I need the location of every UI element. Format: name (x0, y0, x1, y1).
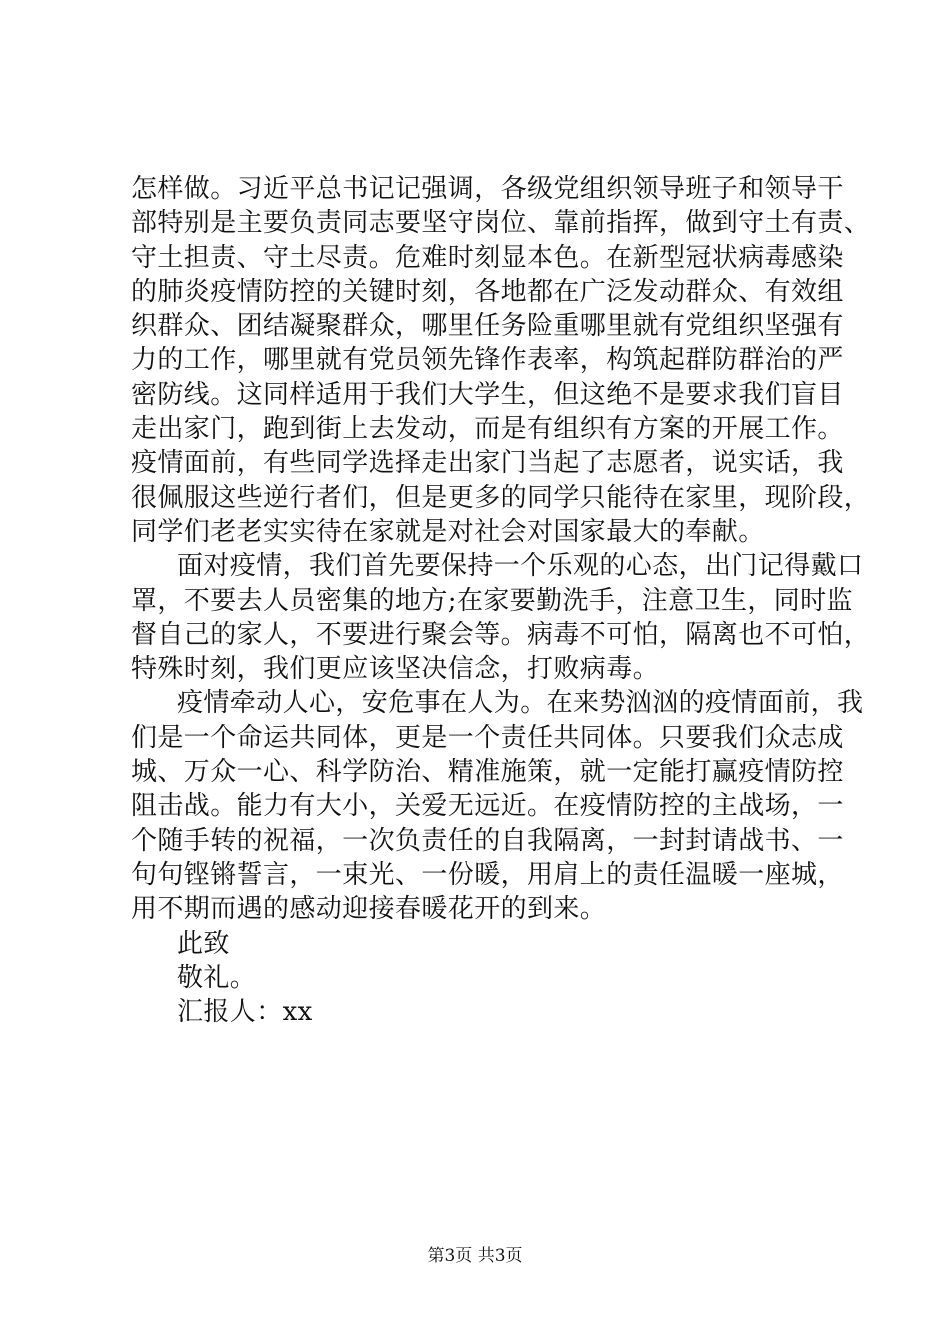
body-line: 用不期而遇的感动迎接春暖花开的到来。 (131, 894, 607, 925)
body-line: 个随手转的祝福，一次负责任的自我隔离，一封封请战书、一 (131, 825, 844, 856)
body-line: 阻击战。能力有大小，关爱无远近。在疫情防控的主战场，一 (131, 791, 844, 822)
closing-regards: 敬礼。 (177, 962, 257, 993)
body-line: 督自己的家人，不要进行聚会等。病毒不可怕，隔离也不可怕， (131, 619, 871, 650)
body-line: 同学们老老实实待在家就是对社会对国家最大的奉献。 (131, 516, 765, 547)
body-line: 罩，不要去人员密集的地方;在家要勤洗手，注意卫生，同时监 (131, 585, 853, 616)
body-line: 织群众、团结凝聚群众，哪里任务险重哪里就有党组织坚强有 (131, 311, 844, 342)
body-line: 的肺炎疫情防控的关键时刻，各地都在广泛发动群众、有效组 (131, 276, 844, 307)
closing-salutation: 此致 (177, 928, 230, 959)
body-line: 句句铿锵誓言，一束光、一份暖，用肩上的责任温暖一座城， (131, 859, 844, 890)
body-line: 守土担责、守土尽责。危难时刻显本色。在新型冠状病毒感染 (131, 242, 844, 273)
body-line: 很佩服这些逆行者们，但是更多的同学只能待在家里，现阶段， (131, 482, 871, 513)
paragraph-start-line: 面对疫情，我们首先要保持一个乐观的心态，出门记得戴口 (177, 551, 864, 582)
body-line: 部特别是主要负责同志要坚守岗位、靠前指挥，做到守土有责、 (131, 208, 871, 239)
body-line: 怎样做。习近平总书记记强调，各级党组织领导班子和领导干 (131, 174, 844, 204)
body-line: 密防线。这同样适用于我们大学生，但这绝不是要求我们盲目 (131, 379, 844, 410)
page-number-footer: 第3页 共3页 (427, 1246, 523, 1266)
paragraph-start-line: 疫情牵动人心，安危事在人为。在来势汹汹的疫情面前，我 (177, 688, 864, 719)
document-body (131, 172, 871, 1029)
body-line: 城、万众一心、科学防治、精准施策，就一定能打赢疫情防控 (131, 757, 844, 788)
reporter-signature: 汇报人：xx (177, 997, 313, 1028)
body-line: 疫情面前，有些同学选择走出家门当起了志愿者，说实话，我 (131, 448, 844, 479)
body-line: 们是一个命运共同体，更是一个责任共同体。只要我们众志成 (131, 722, 844, 753)
body-line: 特殊时刻，我们更应该坚决信念，打败病毒。 (131, 654, 660, 685)
body-line: 力的工作，哪里就有党员领先锋作表率，构筑起群防群治的严 (131, 345, 844, 376)
body-line: 走出家门，跑到街上去发动，而是有组织有方案的开展工作。 (131, 414, 844, 445)
